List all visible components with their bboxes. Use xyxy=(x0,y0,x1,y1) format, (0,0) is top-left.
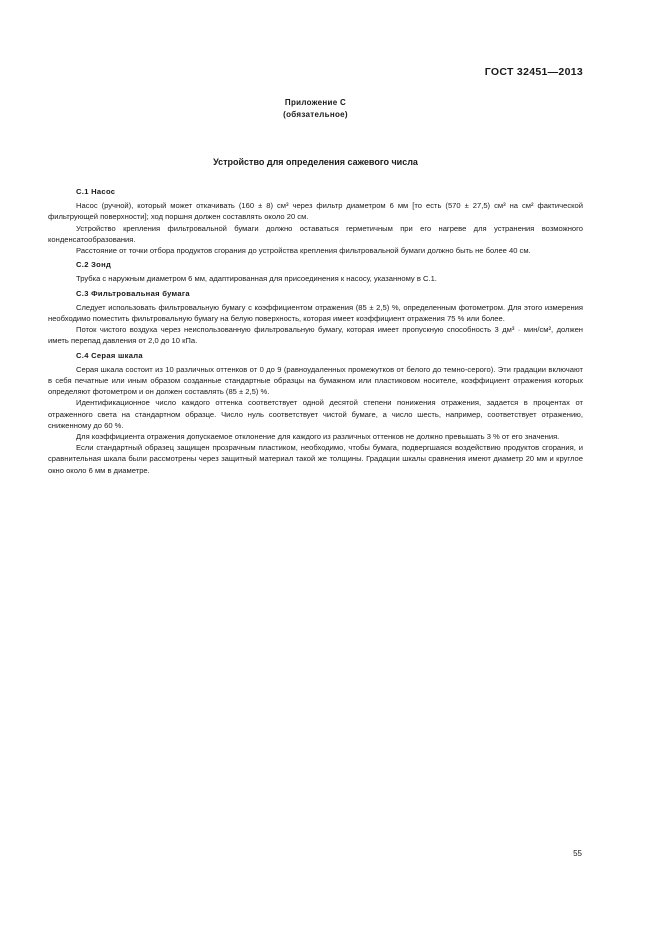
section-c1 xyxy=(48,186,583,256)
section-heading: С.2 Зонд xyxy=(76,260,112,270)
section-heading: С.4 Серая шкала xyxy=(76,350,143,360)
appendix-header xyxy=(0,97,631,121)
paragraph: Для коэффициента отражения допускаемое отклонение для каждого из различных оттенков не должно превышать 3 % от его значения. xyxy=(76,432,560,442)
section-c3 xyxy=(48,288,583,347)
section-c4 xyxy=(48,350,583,476)
paragraph: Насос (ручной), который может откачивать (160 ± 8) см³ через фильтр диаметром 6 мм [то есть (570 ± 27,5) см³ на см² фактической фильтрующей поверхности]; ход поршня должен составлять около 20 см. xyxy=(48,201,583,222)
document-body xyxy=(48,183,583,476)
paragraph: Устройство крепления фильтровальной бумаги должно оставаться герметичным при его нагреве для устранения возможного конденсатообразования. xyxy=(48,223,583,244)
paragraph: Трубка с наружным диаметром 6 мм, адаптированная для присоединения к насосу, указанному в С.1. xyxy=(76,274,437,284)
page-number: 55 xyxy=(573,849,582,858)
paragraph: Если стандартный образец защищен прозрачным пластиком, необходимо, чтобы бумага, подвергшаяся воздействию продуктов сгорания, и сравнительная шкала были рассмотрены через защитный материал такой же толщины. Градации шкалы сравнения имеют диаметр 20 мм и круглое окно около 6 мм в диаметре. xyxy=(48,443,583,475)
appendix-title: Приложение С xyxy=(284,98,347,107)
section-heading: С.1 Насос xyxy=(76,187,116,196)
paragraph: Серая шкала состоит из 10 различных оттенков от 0 до 9 (равноудаленных промежутков от белого до темно-серого). Эти градации включают в себя печатные или иным образом созданные стандартные образцы на бумажном или пластиковом носителе, коэффициент отражения которых определяют фотометром и он должен составлять (85 ± 2,5) %. xyxy=(48,364,583,397)
section-heading: С.3 Фильтровальная бумага xyxy=(76,288,190,298)
paragraph: Следует использовать фильтровальную бумагу с коэффициентом отражения (85 ± 2,5) %, определенным фотометром. Для этого измерения необходимо поместить фильтровальную бумагу на белую поверхность, которая имеет коэффициент отражения 75 % или более. xyxy=(48,302,583,324)
paragraph: Поток чистого воздуха через неиспользованную фильтровальную бумагу, которая имеет пропускную способность 3 дм³ · мин/см², должен иметь перепад давления от 2,0 до 10 кПа. xyxy=(48,325,583,346)
paragraph: Идентификационное число каждого оттенка соответствует одной десятой степени понижения отражения, задается в процентах от отраженного света на стандартном образце. Число нуль соответствует чистой бумаге, а число шесть, например, соответствует отражению, сниженному до 60 %. xyxy=(48,398,583,430)
paragraph: Расстояние от точки отбора продуктов сгорания до устройства крепления фильтровальной бумаги должно быть не более 40 см. xyxy=(76,246,531,256)
document-title: Устройство для определения сажевого числа xyxy=(213,157,418,167)
appendix-status: (обязательное) xyxy=(283,110,348,119)
standard-number: ГОСТ 32451—2013 xyxy=(484,66,583,78)
section-c2 xyxy=(48,259,583,284)
